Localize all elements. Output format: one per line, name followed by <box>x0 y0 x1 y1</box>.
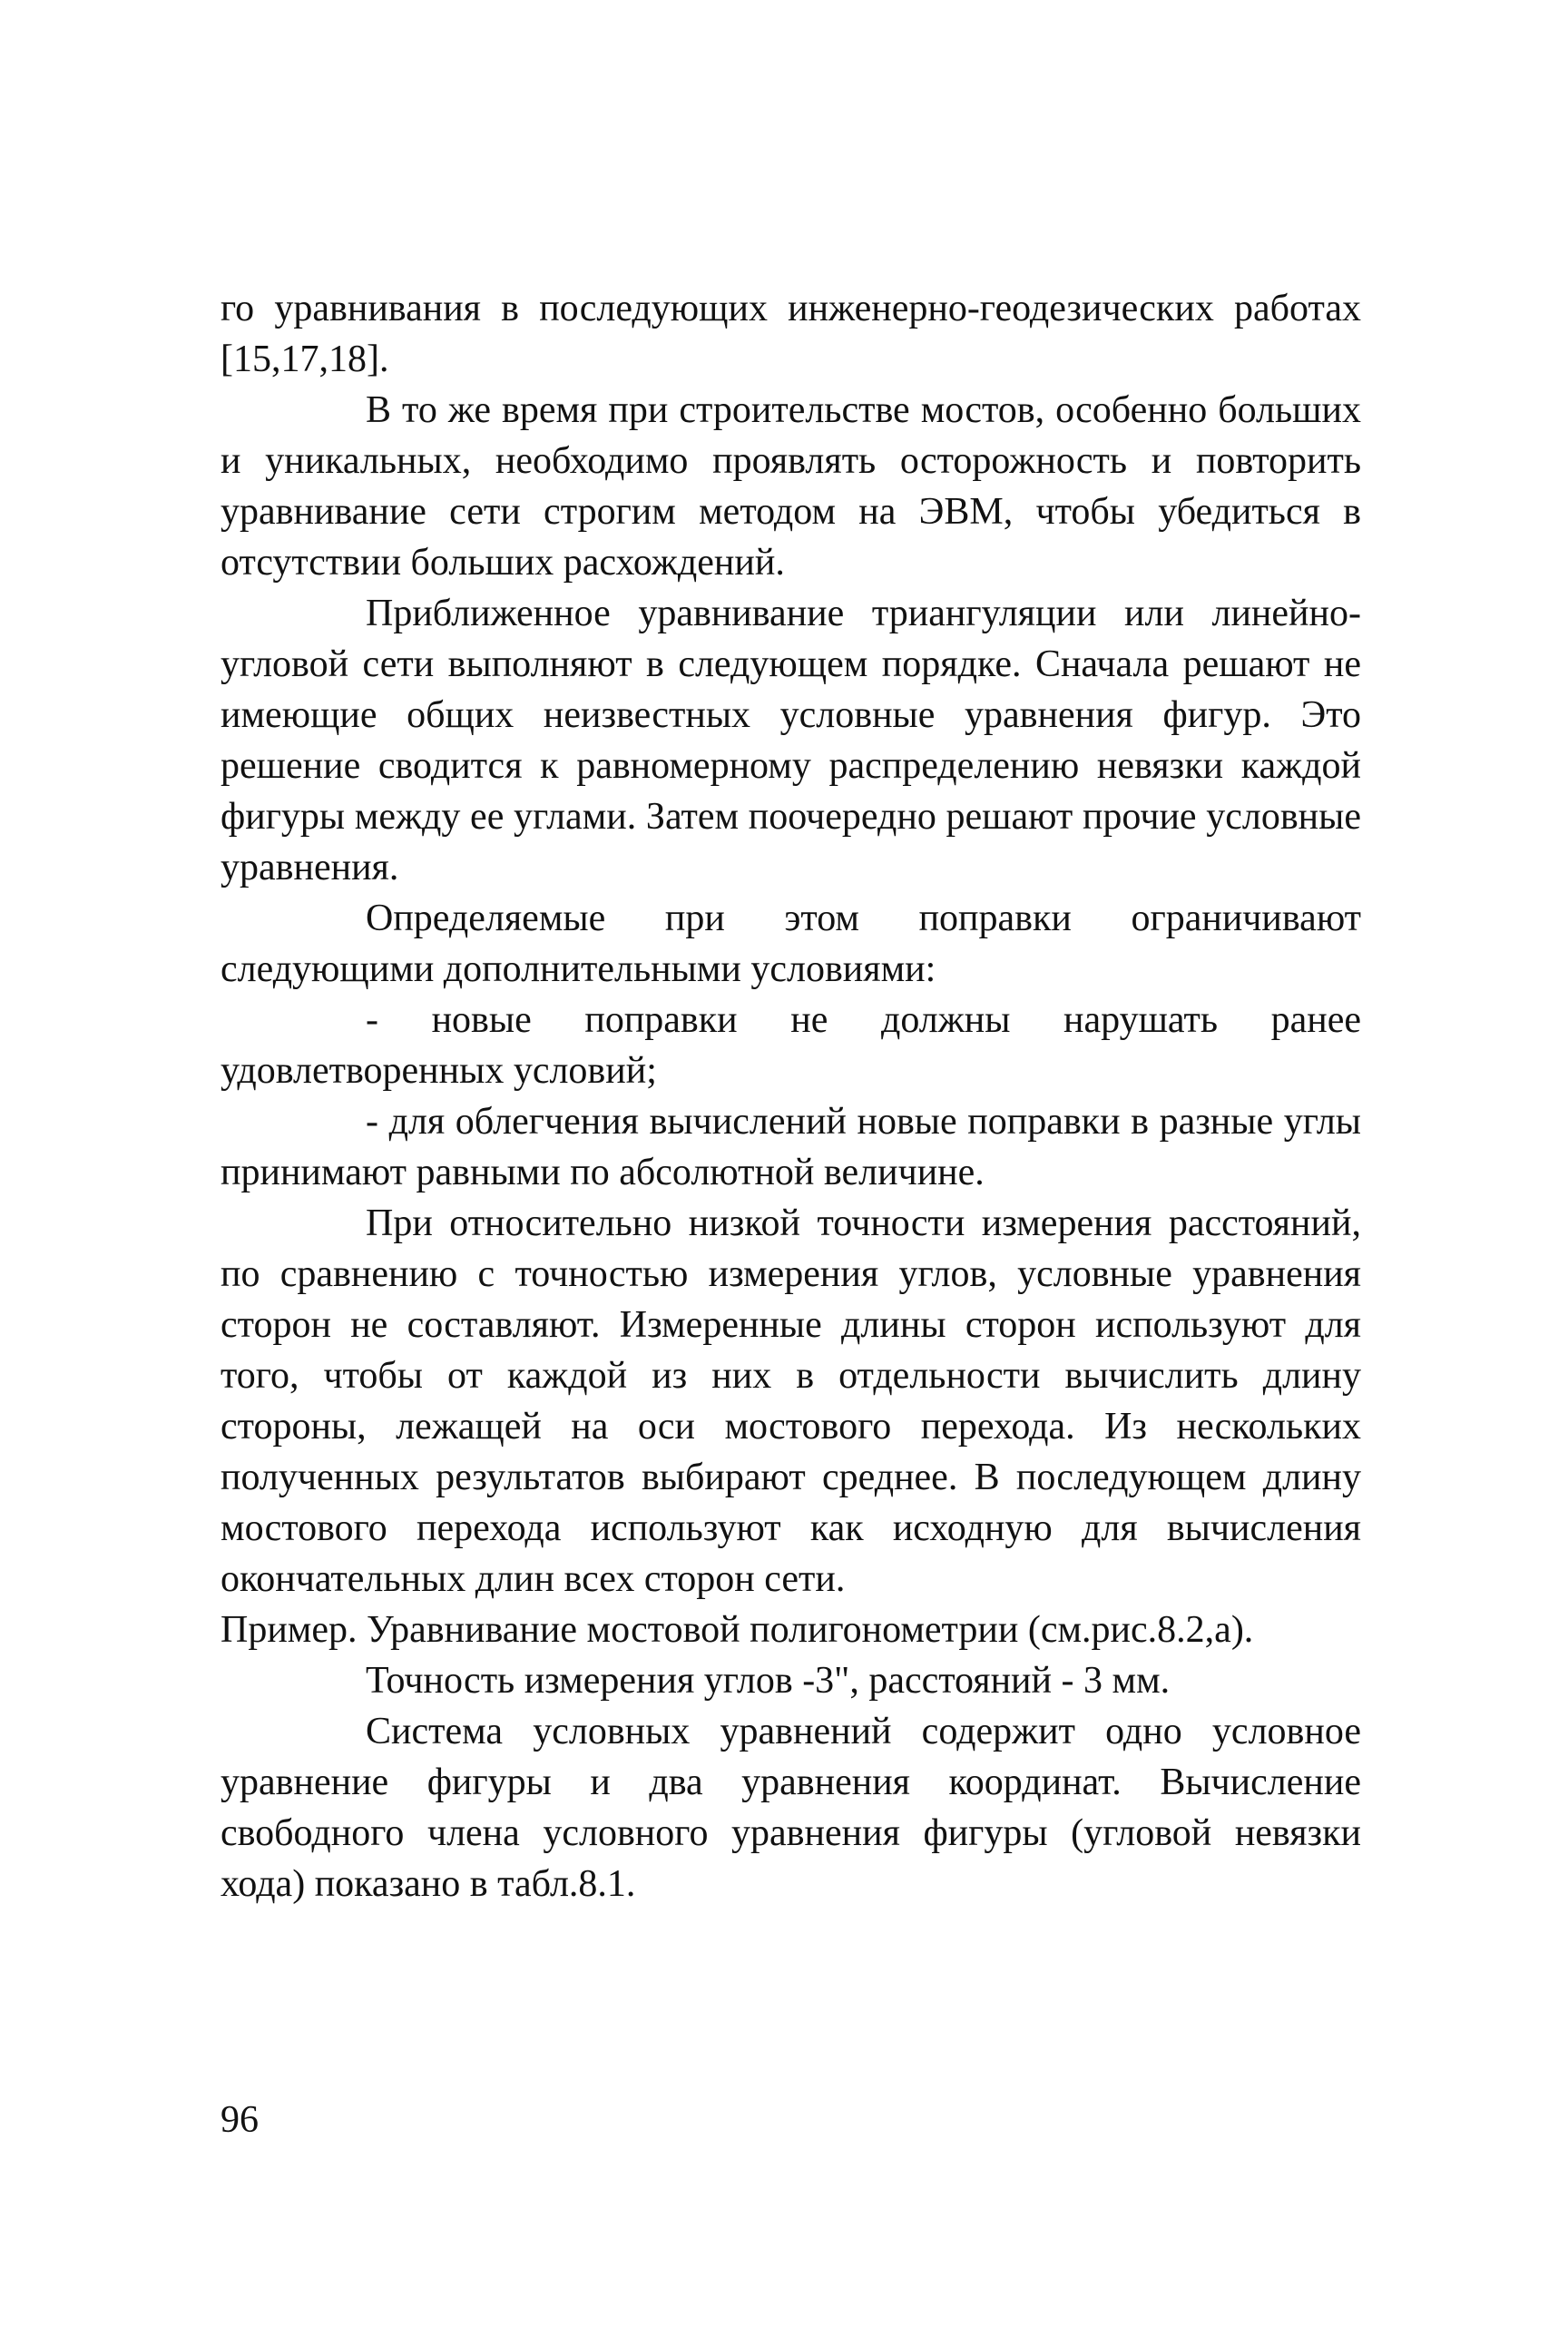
page-number: 96 <box>220 2099 259 2141</box>
list-item-condition-1: - новые поправки не должны нарушать ранее удовлетворенных условий; <box>220 999 1361 1092</box>
paragraph-condition-system: Система условных уравнений содержит одно условное уравнение фигуры и два уравнения координат. Вычисление свободного члена условного уравнения фигуры (угловой невязки хода) показано в табл.8.1. <box>220 1711 1361 1905</box>
list-item-condition-2: - для облегчения вычислений новые поправки в разные углы принимают равными по абсолютной величине. <box>220 1101 1361 1193</box>
paragraph-distance-accuracy: При относительно низкой точности измерения расстояний, по сравнению с точностью измерения углов, условные уравнения сторон не составляют. Измеренные длины сторон используют для того, чтобы от каждой из них в отдельности вычислить длину стороны, лежащей на оси мостового перехода. Из нескольких полученных результатов выбирают среднее. В последующем длину мостового перехода используют как исходную для вычисления окончательных длин всех сторон сети. <box>220 1202 1361 1600</box>
body-text <box>220 283 1361 1909</box>
paragraph-corrections-conditions: Определяемые при этом поправки ограничивают следующими дополнительными условиями: <box>220 898 1361 990</box>
paragraph-continuation: го уравнивания в последующих инженерно-геодезических работах [15,17,18]. <box>220 288 1361 380</box>
example-heading: Пример. Уравнивание мостовой полигонометрии (см.рис.8.2,а). <box>220 1609 1254 1651</box>
paragraph-measurement-accuracy: Точность измерения углов -3", расстояний - 3 мм. <box>366 1660 1171 1702</box>
paragraph-bridge-construction: В то же время при строительстве мостов, особенно больших и уникальных, необходимо проявлять осторожность и повторить уравнивание сети строгим методом на ЭВМ, чтобы убедиться в отсутствии больших расхождений. <box>220 389 1361 584</box>
paragraph-approximate-adjustment: Приближенное уравнивание триангуляции или линейно-угловой сети выполняют в следующем порядке. Сначала решают не имеющие общих неизвестных условные уравнения фигур. Это решение сводится к равномерному распределению невязки каждой фигуры между ее углами. Затем поочередно решают прочие условные уравнения. <box>220 593 1361 888</box>
